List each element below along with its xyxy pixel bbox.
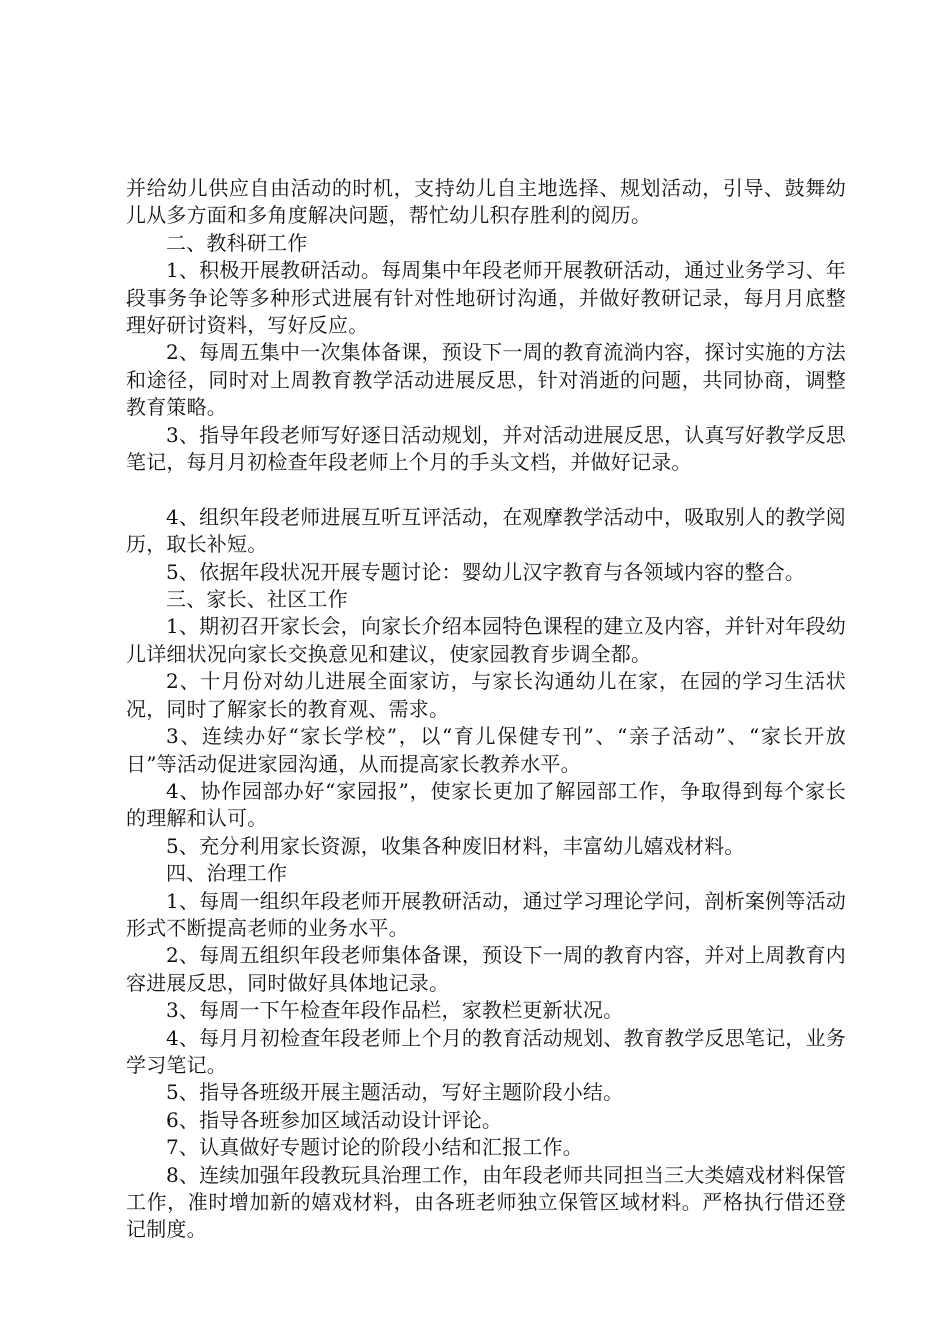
section-heading-management: 四、治理工作 bbox=[166, 861, 288, 886]
paragraph-research-4: 4、组织年段老师进展互听互评活动，在观摩教学活动中，吸取别人的教学阅历，取长补短。 bbox=[126, 504, 846, 557]
section-heading-parents: 三、家长、社区工作 bbox=[166, 587, 348, 612]
paragraph-management-3: 3、每周一下午检查年段作品栏，家教栏更新状况。 bbox=[166, 998, 624, 1023]
paragraph-research-5: 5、依据年段状况开展专题讨论：婴幼儿汉字教育与各领域内容的整合。 bbox=[166, 559, 806, 584]
document-body bbox=[126, 175, 846, 1244]
paragraph-parents-1: 1、期初召开家长会，向家长介绍本园特色课程的建立及内容，并针对年段幼儿详细状况向家长交换意见和建议，使家园教育步调全都。 bbox=[126, 614, 846, 666]
paragraph-parents-2: 2、十月份对幼儿进展全面家访，与家长沟通幼儿在家，在园的学习生活状况，同时了解家长的教育观、需求。 bbox=[126, 669, 846, 721]
paragraph-parents-5: 5、充分利用家长资源，收集各种废旧材料，丰富幼儿嬉戏材料。 bbox=[166, 833, 745, 858]
paragraph-management-6: 6、指导各班参加区域活动设计评论。 bbox=[166, 1107, 503, 1132]
paragraph-management-7: 7、认真做好专题讨论的阶段小结和汇报工作。 bbox=[166, 1135, 583, 1160]
blank-line bbox=[126, 476, 846, 503]
paragraph-intro-continuation: 并给幼儿供应自由活动的时机，支持幼儿自主地选择、规划活动，引导、鼓舞幼儿从多方面和多角度解决问题，帮忙幼儿积存胜利的阅历。 bbox=[126, 176, 846, 228]
paragraph-parents-3: 3、连续办好“家长学校”，以“育儿保健专刊”、“亲子活动”、“家长开放日”等活动促进家园沟通，从而提高家长教养水平。 bbox=[126, 724, 846, 776]
section-heading-research: 二、教科研工作 bbox=[166, 230, 308, 255]
paragraph-management-4: 4、每月月初检查年段老师上个月的教育活动规划、教育教学反思笔记，业务学习笔记。 bbox=[126, 1025, 846, 1077]
paragraph-management-5: 5、指导各班级开展主题活动，写好主题阶段小结。 bbox=[166, 1080, 624, 1105]
paragraph-management-8: 8、连续加强年段教玩具治理工作，由年段老师共同担当三大类嬉戏材料保管工作，准时增加新的嬉戏材料，由各班老师独立保管区域材料。严格执行借还登记制度。 bbox=[126, 1162, 846, 1242]
paragraph-research-3: 3、指导年段老师写好逐日活动规划，并对活动进展反思，认真写好教学反思笔记，每月月初检查年段老师上个月的手头文档，并做好记录。 bbox=[126, 422, 846, 475]
paragraph-management-2: 2、每周五组织年段老师集体备课，预设下一周的教育内容，并对上周教育内容进展反思，同时做好具体地记录。 bbox=[126, 943, 846, 995]
paragraph-parents-4: 4、协作园部办好“家园报”，使家长更加了解园部工作，争取得到每个家长的理解和认可。 bbox=[126, 778, 846, 831]
paragraph-research-1: 1、积极开展教研活动。每周集中年段老师开展教研活动，通过业务学习、年段事务争论等多种形式进展有针对性地研讨沟通，并做好教研记录，每月月底整理好研讨资料，写好反应。 bbox=[126, 258, 846, 338]
paragraph-management-1: 1、每周一组织年段老师开展教研活动，通过学习理论学问，剖析案例等活动形式不断提高老师的业务水平。 bbox=[126, 888, 846, 940]
paragraph-research-2: 2、每周五集中一次集体备课，预设下一周的教育流淌内容，探讨实施的方法和途径，同时对上周教育教学活动进展反思，针对消逝的问题，共同协商，调整教育策略。 bbox=[126, 340, 846, 420]
